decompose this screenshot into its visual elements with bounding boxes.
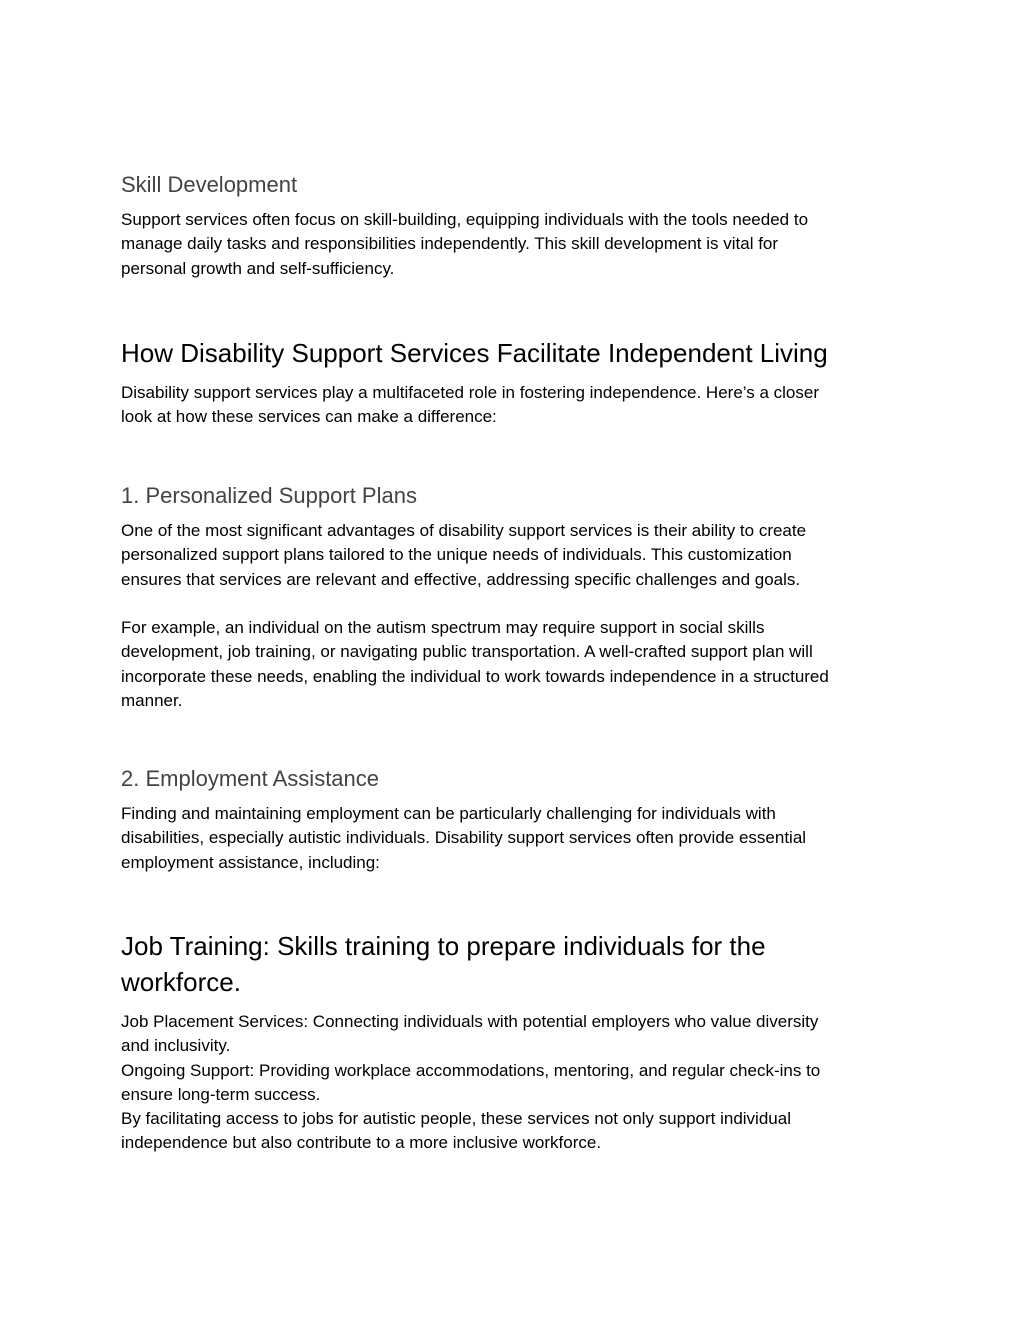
text-line: Disability support services play a multifaceted role in fostering independence. Here’s a closer	[121, 383, 819, 402]
text-line: independence but also contribute to a more inclusive workforce.	[121, 1133, 602, 1153]
text-line: One of the most significant advantages of disability support services is their ability to create	[121, 521, 807, 540]
text-line: development, job training, or navigating public transportation. A well-crafted support plan will	[121, 642, 813, 662]
paragraph-job-training	[121, 1010, 901, 1156]
text-line: Finding and maintaining employment can be particularly challenging for individuals with	[121, 804, 776, 823]
text-line: look at how these services can make a difference:	[121, 407, 497, 427]
text-line: manage daily tasks and responsibilities independently. This skill development is vital for	[121, 234, 779, 254]
heading-employment-assistance: 2. Employment Assistance	[121, 766, 380, 791]
text-line: ensure long-term success.	[121, 1084, 321, 1104]
heading-line: workforce.	[121, 967, 241, 997]
paragraph-skill-development	[121, 208, 901, 281]
paragraph-how-services-facilitate	[121, 381, 901, 430]
heading-how-services-facilitate: How Disability Support Services Facilitate Independent Living	[121, 338, 828, 368]
text-line: For example, an individual on the autism spectrum may require support in social skills	[121, 618, 765, 637]
paragraph-personalized-support-1	[121, 519, 901, 592]
text-line: Ongoing Support: Providing workplace accommodations, mentoring, and regular check-ins to	[121, 1060, 821, 1080]
text-line: By facilitating access to jobs for autistic people, these services not only support individual	[121, 1109, 791, 1129]
text-line: employment assistance, including:	[121, 852, 380, 872]
text-line: incorporate these needs, enabling the individual to work towards independence in a structured	[121, 666, 829, 686]
text-line: disabilities, especially autistic individuals. Disability support services often provide essential	[121, 828, 807, 848]
text-line: personalized support plans tailored to the unique needs of individuals. This customization	[121, 545, 792, 565]
heading-line: Job Training: Skills training to prepare individuals for the	[121, 931, 766, 961]
text-line: Job Placement Services: Connecting individuals with potential employers who value diversity	[121, 1012, 819, 1031]
text-line: manner.	[121, 690, 183, 710]
text-line: personal growth and self-sufficiency.	[121, 258, 395, 278]
text-line: Support services often focus on skill-building, equipping individuals with the tools needed to	[121, 210, 809, 229]
heading-skill-development: Skill Development	[121, 172, 298, 197]
paragraph-personalized-support-2	[121, 616, 901, 713]
text-line: and inclusivity.	[121, 1036, 231, 1056]
heading-job-training	[121, 928, 901, 1000]
paragraph-employment-assistance	[121, 802, 901, 875]
heading-personalized-support-plans: 1. Personalized Support Plans	[121, 483, 417, 508]
text-line: ensures that services are relevant and effective, addressing specific challenges and goals.	[121, 569, 801, 589]
